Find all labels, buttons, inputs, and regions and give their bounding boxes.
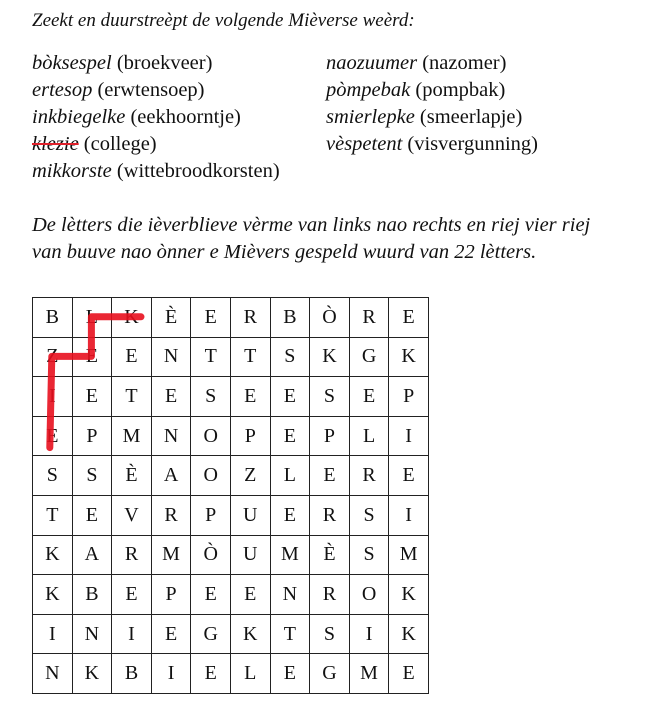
grid-cell[interactable]: L xyxy=(73,298,113,338)
dutch-translation: (college) xyxy=(78,133,157,155)
grid-cell[interactable]: I xyxy=(389,417,429,457)
grid-cell[interactable]: B xyxy=(271,298,311,338)
word-entry xyxy=(326,104,538,131)
grid-cell[interactable]: S xyxy=(310,377,350,417)
grid-cell[interactable]: S xyxy=(73,456,113,496)
grid-cell[interactable]: M xyxy=(271,536,311,576)
grid-cell[interactable]: E xyxy=(73,496,113,536)
grid-cell[interactable]: R xyxy=(310,496,350,536)
grid-cell[interactable]: S xyxy=(191,377,231,417)
grid-cell[interactable]: R xyxy=(350,298,390,338)
grid-cell[interactable]: E xyxy=(112,575,152,615)
grid-cell[interactable]: N xyxy=(152,417,192,457)
grid-cell[interactable]: E xyxy=(389,456,429,496)
grid-cell[interactable]: E xyxy=(33,417,73,457)
grid-cell[interactable]: E xyxy=(191,298,231,338)
word-entry xyxy=(326,131,538,158)
grid-cell[interactable]: E xyxy=(271,417,311,457)
grid-cell[interactable]: P xyxy=(231,417,271,457)
grid-cell[interactable]: T xyxy=(33,496,73,536)
grid-cell[interactable]: I xyxy=(33,615,73,655)
grid-cell[interactable]: K xyxy=(389,615,429,655)
grid-cell[interactable]: E xyxy=(152,377,192,417)
grid-cell[interactable]: M xyxy=(389,536,429,576)
puzzle-heading: Zeekt en duurstreèpt de volgende Mièverse weèrd: xyxy=(32,10,415,31)
grid-cell[interactable]: N xyxy=(73,615,113,655)
grid-cell[interactable]: Ò xyxy=(191,536,231,576)
grid-cell[interactable]: U xyxy=(231,496,271,536)
grid-cell[interactable]: È xyxy=(112,456,152,496)
grid-cell[interactable]: T xyxy=(191,338,231,378)
dialect-word: pòmpebak xyxy=(326,79,411,101)
grid-cell[interactable]: Ò xyxy=(310,298,350,338)
grid-cell[interactable]: E xyxy=(152,615,192,655)
grid-cell[interactable]: B xyxy=(112,654,152,694)
dutch-translation: (eekhoorntje) xyxy=(125,106,241,128)
grid-cell[interactable]: M xyxy=(112,417,152,457)
word-list-right xyxy=(326,50,538,158)
grid-cell[interactable]: L xyxy=(231,654,271,694)
word-entry xyxy=(32,50,280,77)
grid-cell[interactable]: K xyxy=(73,654,113,694)
dutch-translation: (erwtensoep) xyxy=(92,79,205,101)
grid-cell[interactable]: O xyxy=(350,575,390,615)
grid-cell[interactable]: K xyxy=(310,338,350,378)
grid-cell[interactable]: E xyxy=(271,654,311,694)
grid-cell[interactable]: O xyxy=(191,417,231,457)
dutch-translation: (nazomer) xyxy=(417,52,507,74)
dutch-translation: (visvergunning) xyxy=(402,133,538,155)
word-entry xyxy=(32,77,280,104)
grid-cell[interactable]: N xyxy=(271,575,311,615)
dutch-translation: (pompbak) xyxy=(410,79,506,101)
grid-cell[interactable]: S xyxy=(310,615,350,655)
grid-cell[interactable]: I xyxy=(33,377,73,417)
dialect-word: mikkorste xyxy=(32,160,112,182)
instruction-text xyxy=(32,212,652,266)
grid-cell[interactable]: I xyxy=(112,615,152,655)
grid-cell[interactable]: G xyxy=(310,654,350,694)
grid-cell[interactable]: M xyxy=(350,654,390,694)
grid-cell[interactable]: E xyxy=(73,338,113,378)
dutch-translation: (wittebroodkorsten) xyxy=(111,160,280,182)
grid-cell[interactable]: B xyxy=(33,298,73,338)
grid-cell[interactable]: O xyxy=(191,456,231,496)
grid-cell[interactable]: R xyxy=(310,575,350,615)
dialect-word: klezie xyxy=(32,133,79,155)
dialect-word: ertesop xyxy=(32,79,93,101)
dutch-translation: (broekveer) xyxy=(111,52,213,74)
grid-cell[interactable]: S xyxy=(271,338,311,378)
grid-cell[interactable]: V xyxy=(112,496,152,536)
grid-cell[interactable]: R xyxy=(350,456,390,496)
word-entry xyxy=(326,50,538,77)
grid-cell[interactable]: T xyxy=(271,615,311,655)
grid-cell[interactable]: È xyxy=(152,298,192,338)
grid-cell[interactable]: S xyxy=(350,496,390,536)
grid-cell[interactable]: R xyxy=(112,536,152,576)
grid-cell[interactable]: R xyxy=(231,298,271,338)
instruction-line-2: van buuve nao ònner e Mièvers gespeld wuurd van 22 lètters. xyxy=(32,241,537,263)
word-entry xyxy=(32,131,280,158)
grid-cell[interactable]: G xyxy=(191,615,231,655)
word-entry xyxy=(326,77,538,104)
grid-cell[interactable]: T xyxy=(112,377,152,417)
dialect-word: bòksespel xyxy=(32,52,112,74)
dialect-word: smierlepke xyxy=(326,106,415,128)
grid-cell[interactable]: R xyxy=(152,496,192,536)
letter-grid xyxy=(32,297,429,694)
grid-cell[interactable]: Z xyxy=(33,338,73,378)
grid-cell[interactable]: P xyxy=(73,417,113,457)
grid-cell[interactable]: G xyxy=(350,338,390,378)
dialect-word: naozuumer xyxy=(326,52,418,74)
grid-cell[interactable]: È xyxy=(310,536,350,576)
grid-cell[interactable]: K xyxy=(389,338,429,378)
grid-cell[interactable]: L xyxy=(271,456,311,496)
grid-cell[interactable]: Z xyxy=(231,456,271,496)
grid-cell[interactable]: E xyxy=(191,654,231,694)
grid-cell[interactable]: E xyxy=(389,298,429,338)
grid-cell[interactable]: A xyxy=(73,536,113,576)
grid-cell[interactable]: E xyxy=(73,377,113,417)
grid-cell[interactable]: I xyxy=(152,654,192,694)
grid-cell[interactable]: E xyxy=(191,575,231,615)
grid-cell[interactable]: S xyxy=(350,536,390,576)
grid-cell[interactable]: E xyxy=(310,456,350,496)
grid-cell[interactable]: U xyxy=(231,536,271,576)
grid-cell[interactable]: E xyxy=(112,338,152,378)
grid-cell[interactable]: P xyxy=(389,377,429,417)
grid-cell[interactable]: K xyxy=(112,298,152,338)
word-entry xyxy=(32,104,280,131)
word-list-left xyxy=(32,50,280,185)
grid-cell[interactable]: E xyxy=(271,496,311,536)
word-entry xyxy=(32,158,280,185)
grid-cell[interactable]: M xyxy=(152,536,192,576)
dialect-word: inkbiegelke xyxy=(32,106,126,128)
grid-cell[interactable]: E xyxy=(231,575,271,615)
grid-cell[interactable]: T xyxy=(231,338,271,378)
grid-cell[interactable]: I xyxy=(350,615,390,655)
grid-cell[interactable]: K xyxy=(33,575,73,615)
grid-cell[interactable]: I xyxy=(389,496,429,536)
dialect-word: vèspetent xyxy=(326,133,403,155)
grid-cell[interactable]: K xyxy=(33,536,73,576)
grid-cell[interactable]: P xyxy=(191,496,231,536)
dutch-translation: (smeerlapje) xyxy=(414,106,523,128)
grid-cell[interactable]: E xyxy=(271,377,311,417)
grid-cell[interactable]: B xyxy=(73,575,113,615)
grid-cell[interactable]: E xyxy=(231,377,271,417)
grid-cell[interactable]: L xyxy=(350,417,390,457)
grid-cell[interactable]: N xyxy=(33,654,73,694)
grid-cell[interactable]: N xyxy=(152,338,192,378)
instruction-line-1: De lètters die ièverblieve vèrme van links nao rechts en riej vier riej xyxy=(32,214,591,236)
grid-cell[interactable]: S xyxy=(33,456,73,496)
grid-cell[interactable]: E xyxy=(389,654,429,694)
grid-cell[interactable]: K xyxy=(389,575,429,615)
grid-cell[interactable]: K xyxy=(231,615,271,655)
grid-cell[interactable]: P xyxy=(310,417,350,457)
grid-cell[interactable]: P xyxy=(152,575,192,615)
grid-cell[interactable]: E xyxy=(350,377,390,417)
grid-cell[interactable]: A xyxy=(152,456,192,496)
